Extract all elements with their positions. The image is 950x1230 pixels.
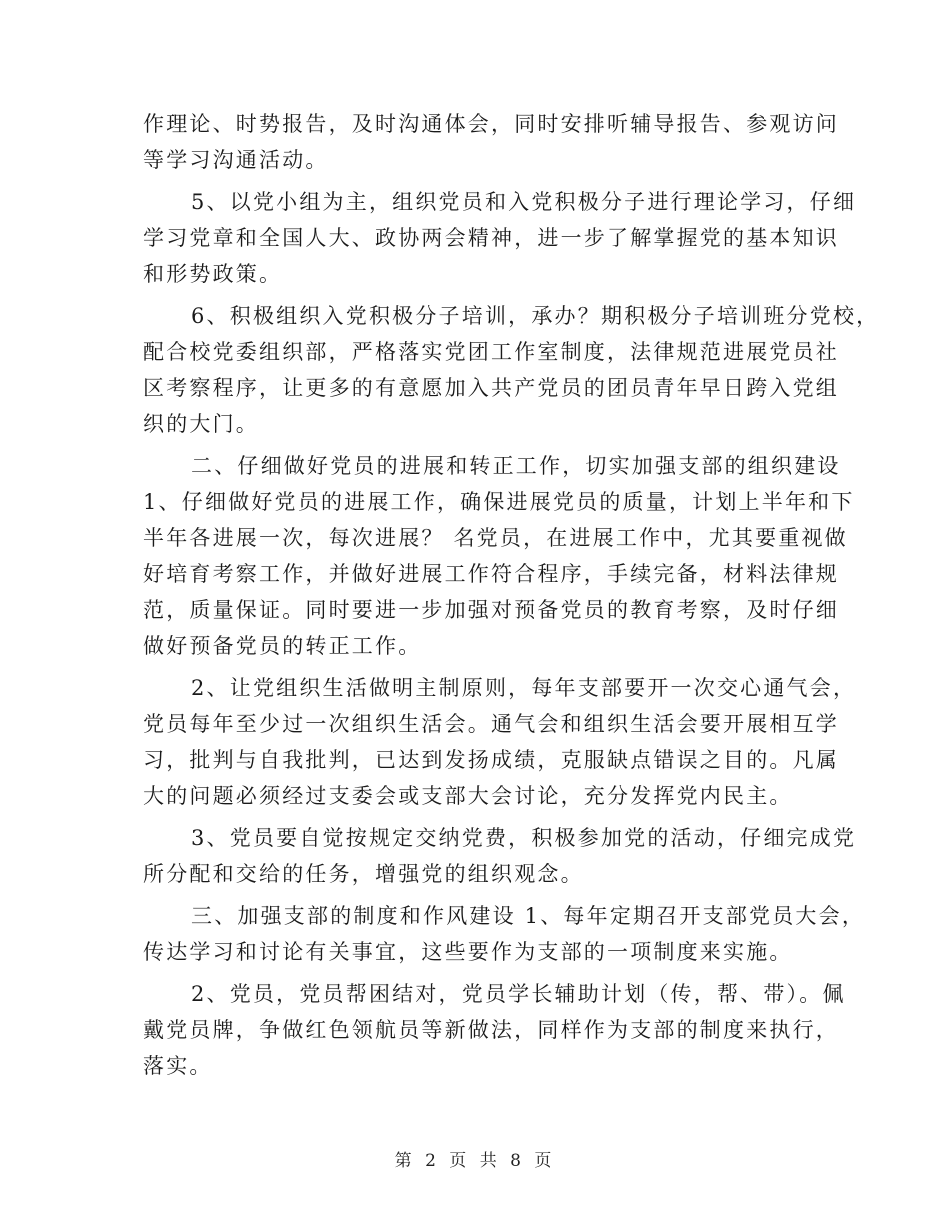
text-line-11: 1、仔细做好党员的进展工作，确保进展党员的质量，计划上半年和下 [143, 490, 855, 514]
text-line-12: 半年各进展一次，每次进展？ 名党员，在进展工作中，尤其要重视做 [143, 526, 848, 550]
page-number-footer: 第 2 页 共 8 页 [394, 1151, 556, 1171]
text-line-25: 戴党员牌，争做红色领航员等新做法，同样作为支部的制度来执行， [143, 1018, 839, 1042]
text-line-17: 党员每年至少过一次组织生活会。通气会和组织生活会要开展相互学 [143, 712, 839, 736]
text-line-2: 等学习沟通活动。 [143, 148, 329, 172]
text-line-8: 区考察程序，让更多的有意愿加入共产党员的团员青年早日跨入党组 [143, 376, 839, 400]
text-line-24: 2、党员，党员帮困结对，党员学长辅助计划（传，帮、带）。佩 [191, 982, 846, 1006]
text-line-16: 2、让党组织生活做明主制原则，每年支部要开一次交心通气会， [191, 676, 857, 700]
text-line-7: 配合校党委组织部，严格落实党团工作室制度，法律规范进展党员社 [143, 340, 839, 364]
text-line-19: 大的问题必须经过支委会或支部大会讨论，充分发挥党内民主。 [143, 784, 793, 808]
text-line-23: 传达学习和讨论有关事宜，这些要作为支部的一项制度来实施。 [143, 940, 793, 964]
text-line-4: 学习党章和全国人大、政协两会精神，进一步了解掌握党的基本知识 [143, 226, 839, 250]
text-line-18: 习，批判与自我批判，已达到发扬成绩，克服缺点错误之目的。凡属 [143, 748, 839, 772]
section-heading-3: 三、加强支部的制度和作风建设 1、每年定期召开支部党员大会， [191, 904, 866, 928]
text-line-20: 3、党员要自觉按规定交纳党费，积极参加党的活动，仔细完成党 [191, 826, 857, 850]
text-line-14: 范，质量保证。同时要进一步加强对预备党员的教育考察，及时仔细 [143, 598, 839, 622]
text-line-6: 6、积极组织入党积极分子培训，承办？期积极分子培训班分党校， [191, 304, 880, 328]
section-heading-2: 二、仔细做好党员的进展和转正工作，切实加强支部的组织建设 [191, 454, 841, 478]
text-line-15: 做好预备党员的转正工作。 [143, 634, 422, 658]
text-line-5: 和形势政策。 [143, 262, 283, 286]
text-line-3: 5、以党小组为主，组织党员和入党积极分子进行理论学习，仔细 [191, 190, 857, 214]
text-line-9: 织的大门。 [143, 412, 259, 436]
text-line-26: 落实。 [143, 1054, 213, 1078]
text-line-13: 好培育考察工作，并做好进展工作符合程序，手续完备，材料法律规 [143, 562, 839, 586]
text-line-1: 作理论、时势报告，及时沟通体会，同时安排听辅导报告、参观访问 [143, 112, 839, 136]
text-line-21: 所分配和交给的任务，增强党的组织观念。 [143, 862, 584, 886]
